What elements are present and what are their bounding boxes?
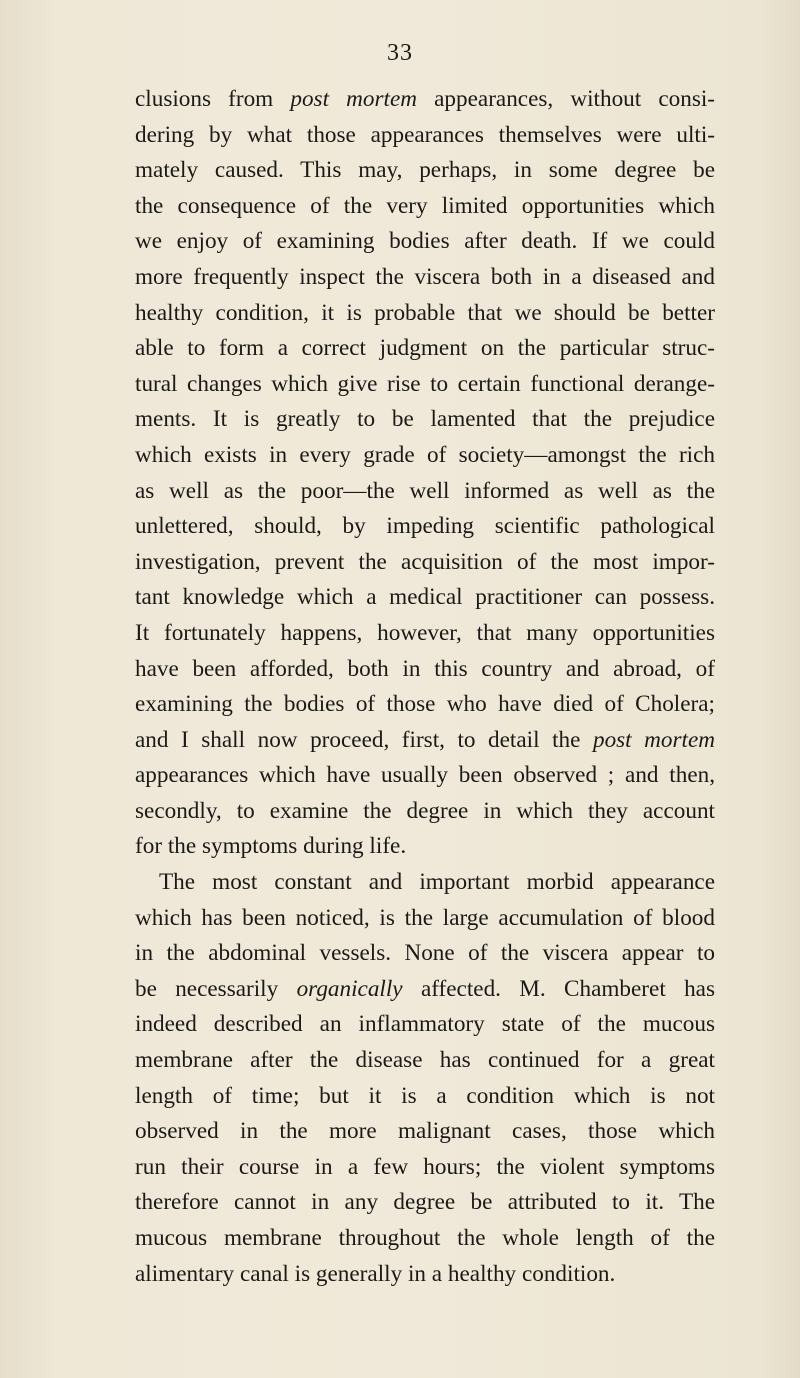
text-segment: unlettered, should, by impeding scientific pathological [135,513,715,540]
text-line [135,509,715,545]
text-segment: affected. M. Chamberet has [402,975,715,1002]
text-line [135,972,715,1008]
text-line [135,1221,715,1257]
text-line [135,616,715,652]
text-line [135,652,715,688]
text-segment: mately caused. This may, perhaps, in some degree be [135,157,715,184]
page-number: 33 [387,40,413,66]
text-segment: length of time; but it is a condition which is not [135,1082,715,1109]
text-line [135,474,715,510]
text-segment: mucous membrane throughout the whole length of the [135,1225,715,1251]
text-segment: alimentary canal is generally in a healthy condition. [135,1260,616,1287]
text-segment: which has been noticed, is the large accumulation of blood [135,904,715,931]
text-segment: be necessarily [135,975,297,1002]
text-line [135,331,715,367]
text-segment: which exists in every grade of society—amongst the rich [135,441,715,468]
text-segment: have been afforded, both in this country and abroad, of [135,655,715,682]
text-segment: investigation, prevent the acquisition of the most impor- [135,548,715,575]
text-line [135,224,715,260]
text-segment: ments. It is greatly to be lamented that the prejudice [135,406,715,433]
text-segment: healthy condition, it is probable that we should be better [135,299,715,326]
text-line [135,723,715,759]
text-segment: we enjoy of examining bodies after death. If we could [135,228,715,255]
text-line [135,260,715,296]
text-line [135,402,715,438]
text-line [135,367,715,403]
text-segment: secondly, to examine the degree in which they account [135,797,715,824]
text-line [135,794,715,830]
text-line [135,82,715,118]
text-segment: and I shall now proceed, first, to detail the [135,726,593,753]
text-line [135,1150,715,1186]
italic-text-segment: organically [296,975,403,1002]
text-segment: tant knowledge which a medical practitioner can possess. [135,584,715,611]
text-segment: membrane after the disease has continued for a great [135,1047,715,1074]
text-line [135,865,715,901]
text-segment: appearances, without consi- [417,86,716,112]
text-segment: able to form a correct judgment on the particular struc- [135,335,715,362]
text-segment: in the abdominal vessels. None of the viscera appear to [135,940,715,967]
text-line [135,189,715,225]
text-line [135,936,715,972]
text-line [135,153,715,189]
text-segment: The most constant and important morbid appearance [159,869,715,896]
text-segment: indeed described an inflammatory state of the mucous [135,1011,715,1038]
text-segment: It fortunately happens, however, that many opportunities [135,619,715,646]
text-segment: dering by what those appearances themselves were ulti- [135,121,715,148]
text-line [135,1043,715,1079]
text-line [135,1079,715,1115]
text-segment: therefore cannot in any degree be attributed to it. The [135,1189,715,1216]
text-segment: more frequently inspect the viscera both in a diseased and [135,263,715,290]
text-line [135,118,715,154]
text-segment: examining the bodies of those who have died of Cholera; [135,691,715,718]
text-line [135,758,715,794]
text-segment: appearances which have usually been observed ; and then, [135,762,715,789]
text-segment: for the symptoms during life. [135,833,407,860]
text-segment: clusions from [135,86,291,112]
text-segment: as well as the poor—the well informed as well as the [135,477,715,504]
text-line [135,1007,715,1043]
text-line [135,687,715,723]
text-line [135,1114,715,1150]
text-segment: the consequence of the very limited opportunities which [135,192,715,219]
text-line [135,1257,715,1293]
text-segment: tural changes which give rise to certain functional derange- [135,370,715,397]
text-line [135,1185,715,1221]
text-line [135,901,715,937]
text-segment: observed in the more malignant cases, those which [135,1118,715,1145]
text-line [135,580,715,616]
italic-text-segment: post mortem [592,726,716,753]
italic-text-segment: post mortem [290,86,417,112]
text-segment: run their course in a few hours; the violent symptoms [135,1153,715,1180]
body-text [135,82,715,1292]
text-line [135,545,715,581]
text-line [135,829,715,865]
text-line [135,438,715,474]
text-line [135,296,715,332]
